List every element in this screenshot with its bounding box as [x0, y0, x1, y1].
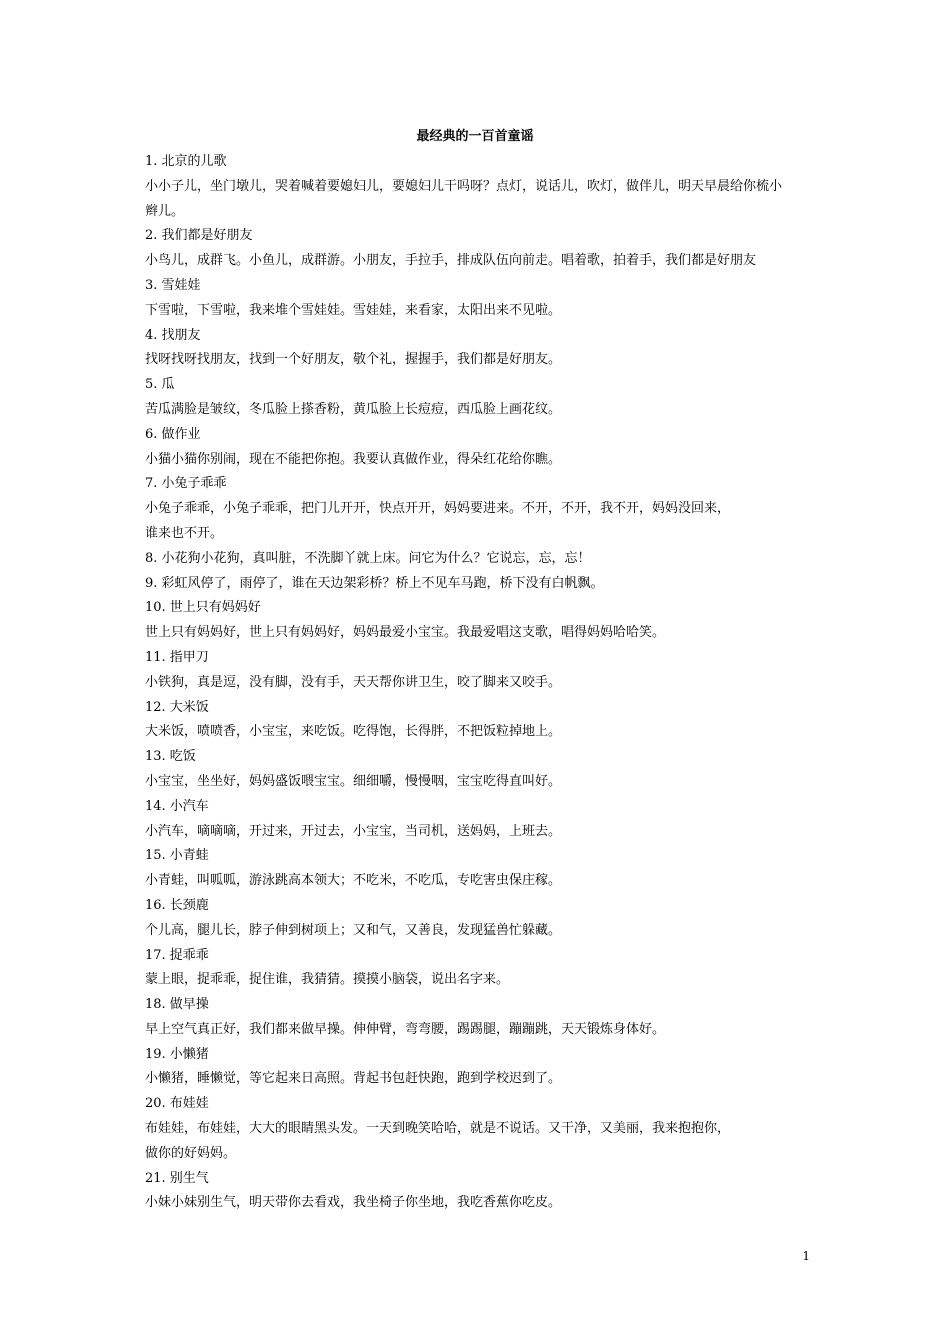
text-line: 17. 捉乖乖: [145, 947, 209, 963]
text-line: 5. 瓜: [145, 377, 175, 393]
text-line: 小宝宝，坐坐好，妈妈盛饭喂宝宝。细细嚼，慢慢咽，宝宝吃得直叫好。: [145, 773, 562, 789]
text-line: 世上只有妈妈好，世上只有妈妈好，妈妈最爱小宝宝。我最爱唱这支歌，唱得妈妈哈哈笑。: [145, 625, 666, 641]
text-line: 16. 长颈鹿: [145, 897, 209, 913]
text-line: 2. 我们都是好朋友: [145, 228, 253, 244]
text-line: 小鸟儿，成群飞。小鱼儿，成群游。小朋友，手拉手，排成队伍向前走。唱着歌，拍着手，我们都是好朋友: [145, 253, 757, 269]
text-line: 做你的好妈妈。: [145, 1145, 237, 1161]
text-line: 11. 指甲刀: [145, 649, 209, 665]
text-line: 12. 大米饭: [145, 699, 209, 715]
document-title: 最经典的一百首童谣: [416, 129, 534, 144]
text-line: 苦瓜满脸是皱纹，冬瓜脸上搽香粉，黄瓜脸上长痘痘，西瓜脸上画花纹。: [145, 401, 562, 417]
text-line: 20. 布娃娃: [145, 1096, 209, 1112]
text-line: 个儿高，腿儿长，脖子伸到树项上；又和气，又善良，发现猛兽忙躲藏。: [145, 922, 562, 938]
text-line: 1. 北京的儿歌: [145, 154, 227, 169]
text-line: 找呀找呀找朋友，找到一个好朋友，敬个礼，握握手，我们都是好朋友。: [145, 352, 562, 368]
text-line: 谁来也不开。: [145, 525, 224, 541]
text-line: 早上空气真正好，我们都来做早操。伸伸臂，弯弯腰，踢踢腿，蹦蹦跳，天天锻炼身体好。: [145, 1021, 666, 1037]
text-line: 6. 做作业: [145, 426, 201, 442]
text-line: 小懒猪，睡懒觉，等它起来日高照。背起书包赶快跑，跑到学校迟到了。: [145, 1071, 562, 1087]
text-line: 7. 小兔子乖乖: [145, 476, 227, 492]
page-number: 1: [802, 1249, 810, 1263]
text-line: 3. 雪娃娃: [145, 277, 201, 293]
text-line: 18. 做早操: [145, 997, 209, 1013]
text-line: 小妹小妹别生气，明天带你去看戏，我坐椅子你坐地，我吃香蕉你吃皮。: [145, 1195, 562, 1211]
text-line: 下雪啦，下雪啦，我来堆个雪娃娃。雪娃娃，来看家，太阳出来不见啦。: [145, 302, 562, 318]
text-line: 小青蛙，叫呱呱，游泳跳高本领大；不吃米，不吃瓜，专吃害虫保庄稼。: [145, 873, 562, 889]
text-line: 小猫小猫你别闹，现在不能把你抱。我要认真做作业，得朵红花给你瞧。: [145, 451, 562, 467]
text-line: 8. 小花狗小花狗，真叫脏，不洗脚丫就上床。问它为什么？它说忘，忘，忘！: [145, 550, 591, 566]
text-line: 4. 找朋友: [145, 327, 201, 343]
text-line: 14. 小汽车: [145, 798, 209, 814]
text-line: 19. 小懒猪: [145, 1046, 209, 1062]
text-line: 13. 吃饭: [145, 749, 196, 765]
text-line: 15. 小青蛙: [145, 848, 209, 864]
text-line: 小汽车，嘀嘀嘀，开过来，开过去，小宝宝，当司机，送妈妈，上班去。: [145, 823, 562, 839]
document-body: [145, 150, 810, 1216]
text-line: 布娃娃，布娃娃，大大的眼睛黑头发。一天到晚笑哈哈，就是不说话。又干净，又美丽，我来抱抱你，: [145, 1121, 731, 1137]
text-line: 蒙上眼，捉乖乖，捉住谁，我猜猜。摸摸小脑袋，说出名字来。: [145, 972, 510, 988]
text-line: 小铁狗，真是逗，没有脚，没有手，天天帮你讲卫生，咬了脚来又咬手。: [145, 674, 562, 690]
text-line: 小兔子乖乖，小兔子乖乖，把门儿开开，快点开开，妈妈要进来。不开，不开，我不开，妈妈没回来，: [145, 501, 731, 517]
text-line: 21. 别生气: [145, 1170, 209, 1186]
text-line: 9. 彩虹风停了，雨停了，谁在天边架彩桥？桥上不见车马跑，桥下没有白帆飘。: [145, 575, 604, 591]
text-line: 辫儿。: [145, 203, 185, 219]
text-line: 10. 世上只有妈妈好: [145, 600, 261, 616]
text-line: 大米饭，喷喷香，小宝宝，来吃饭。吃得饱，长得胖，不把饭粒掉地上。: [145, 724, 562, 740]
text-line: 小小子儿，坐门墩儿，哭着喊着要媳妇儿，要媳妇儿干吗呀？点灯，说话儿，吹灯，做伴儿，明天早晨给你梳小: [145, 178, 783, 194]
